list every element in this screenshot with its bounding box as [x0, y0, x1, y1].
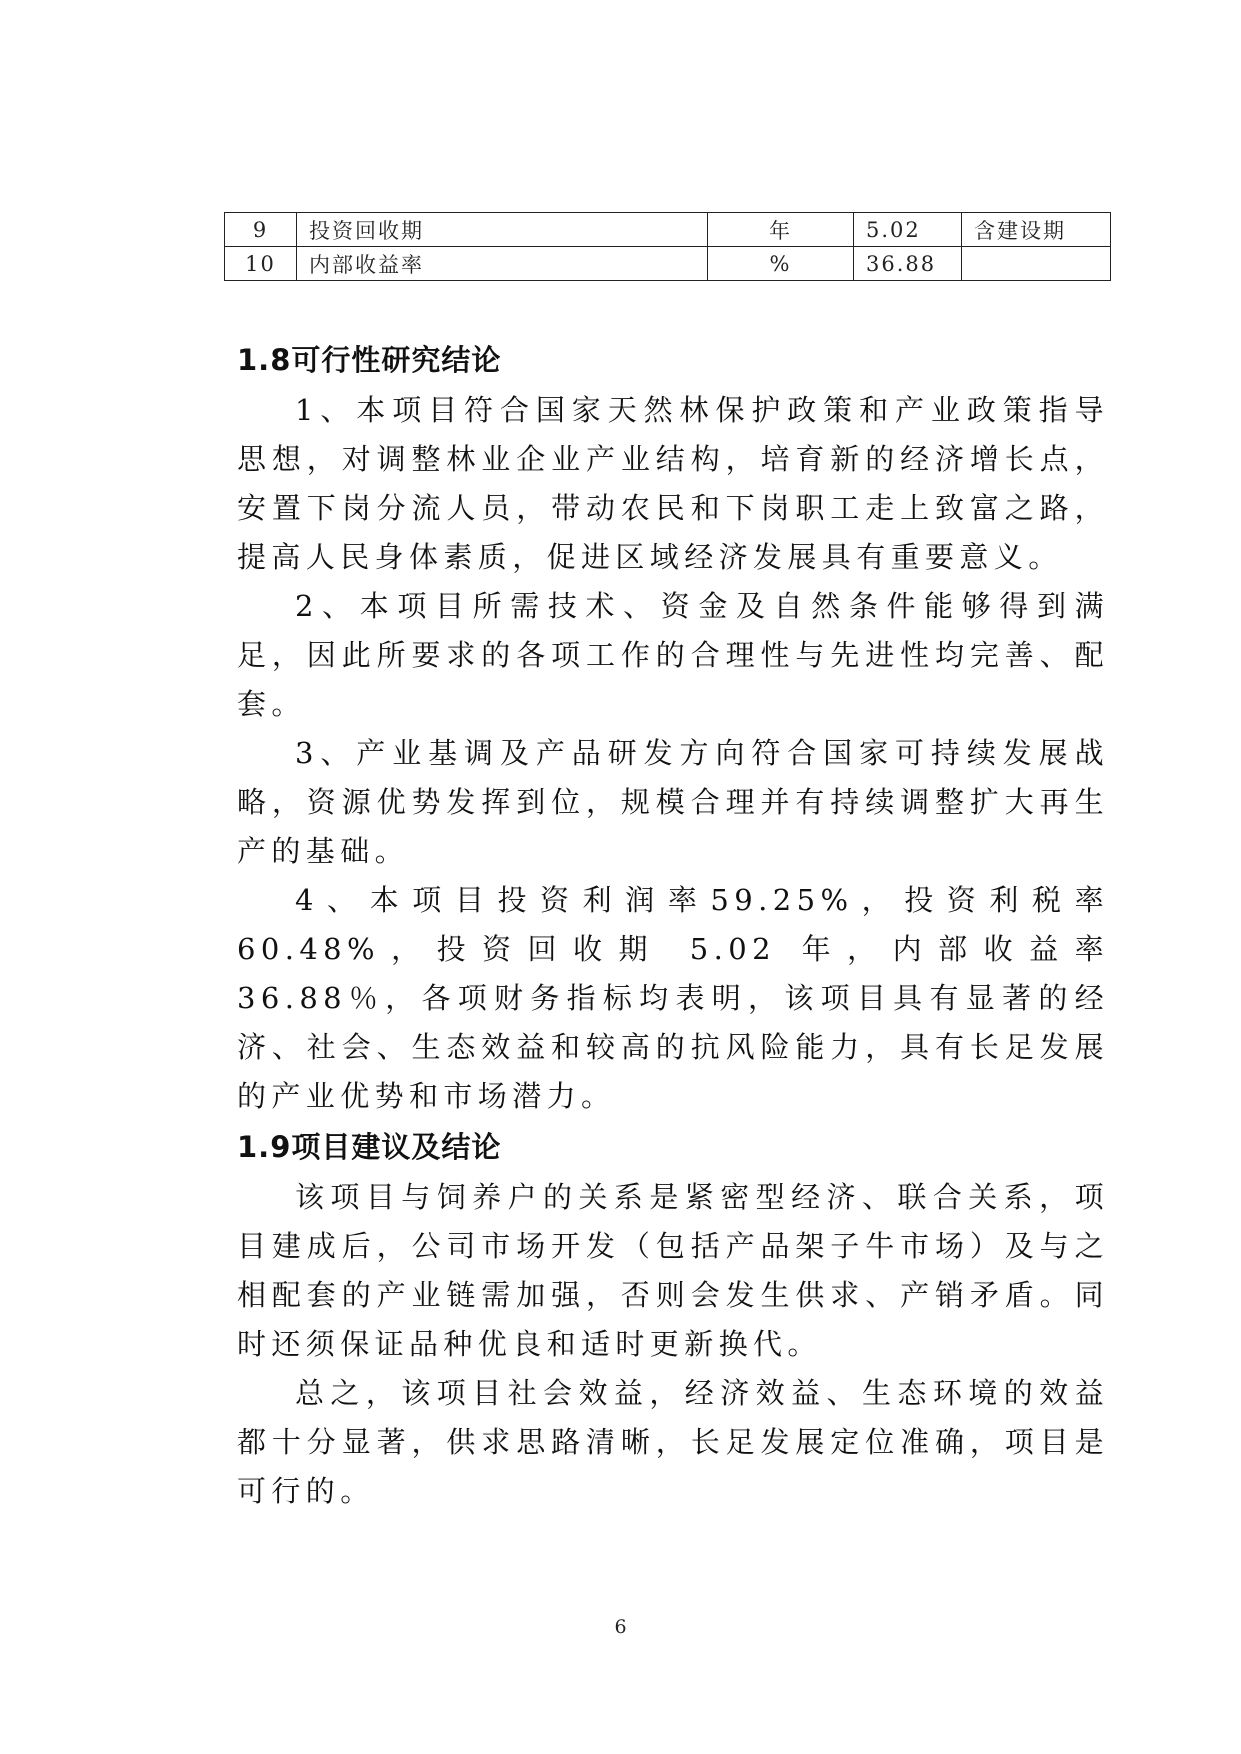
financial-indicators-table	[224, 212, 1111, 281]
document-body	[237, 334, 1109, 1516]
paragraph: 总之，该项目社会效益，经济效益、生态环境的效益都十分显著，供求思路清晰，长足发展定位准确，项目是可行的。	[237, 1376, 1109, 1508]
page-number: 6	[614, 1616, 627, 1638]
section-heading-1-9: 1.9项目建议及结论	[237, 1130, 502, 1164]
paragraph: 4、本项目投资利润率59.25%，投资利税率60.48%，投资回收期 5.02 年，内部收益率36.88％，各项财务指标均表明，该项目具有显著的经济、社会、生态效益和较高的抗风险能力，具有长足发展的产业优势和市场潜力。	[237, 883, 1109, 1113]
paragraph: 该项目与饲养户的关系是紧密型经济、联合关系，项目建成后，公司市场开发（包括产品架子牛市场）及与之相配套的产业链需加强，否则会发生供求、产销矛盾。同时还须保证品种优良和适时更新换代。	[237, 1180, 1109, 1361]
indicator-unit: 年	[708, 213, 854, 247]
indicator-note: 含建设期	[962, 213, 1111, 247]
indicator-unit: %	[708, 247, 854, 281]
indicator-note	[962, 247, 1111, 281]
indicator-value: 5.02	[854, 213, 962, 247]
indicator-name: 投资回收期	[297, 213, 708, 247]
row-number: 9	[225, 213, 297, 247]
paragraph: 1、本项目符合国家天然林保护政策和产业政策指导思想，对调整林业企业产业结构，培育新的经济增长点，安置下岗分流人员，带动农民和下岗职工走上致富之路，提高人民身体素质，促进区域经济发展具有重要意义。	[237, 393, 1109, 574]
paragraph: 2、本项目所需技术、资金及自然条件能够得到满足，因此所要求的各项工作的合理性与先进性均完善、配套。	[237, 589, 1109, 721]
paragraph: 3、产业基调及产品研发方向符合国家可持续发展战略，资源优势发挥到位，规模合理并有持续调整扩大再生产的基础。	[237, 736, 1109, 868]
indicator-value: 36.88	[854, 247, 962, 281]
section-heading-1-8: 1.8可行性研究结论	[237, 343, 502, 377]
row-number: 10	[225, 247, 297, 281]
table-row	[225, 213, 1111, 247]
table-row	[225, 247, 1111, 281]
indicator-name: 内部收益率	[297, 247, 708, 281]
